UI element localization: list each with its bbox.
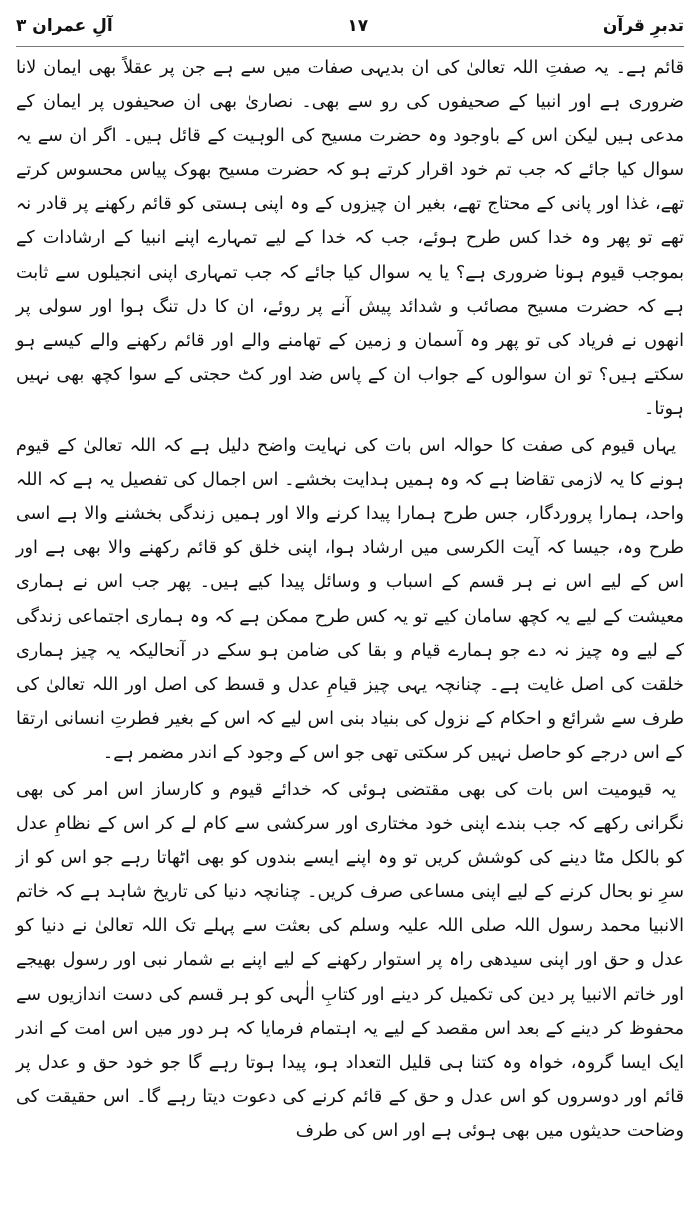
paragraph: قائم ہے۔ یہ صفتِ اللہ تعالیٰ کی ان بدیہی صفات میں سے ہے جن پر عقلاً بھی ایمان لانا ضروری ہے اور انبیا کے صحیفوں کی رو سے بھی۔ نصاریٰ بھی ان صحیفوں پر ایمان کے مدعی ہیں لیکن اس کے باوجود وہ حضرت مسیح کی الوہیت کے قائل ہیں۔ اگر ان سے یہ سوال کیا جائے کہ جب تم خود اقرار کرتے ہو کہ حضرت مسیح بھوک پیاس محسوس کرتے تھے، غذا اور پانی کے محتاج تھے، بغیر ان چیزوں کے وہ اپنی ہستی کو قائم رکھنے پر قادر نہ تھے تو پھر وہ خدا کس طرح ہوئے، جب کہ خدا کے لیے تمہارے اپنے انبیا کے ارشادات کے بموجب قیوم ہونا ضروری ہے؟ یا یہ سوال کیا جائے کہ جب تمہاری اپنی انجیلوں سے ثابت ہے کہ حضرت مسیح مصائب و شدائد پیش آنے پر روئے، ان کا دل تنگ ہوا اور سولی پر انھوں نے فریاد کی تو پھر وہ آسمان و زمین کے تھامنے والے اور قائم رکھنے والے کیسے ہو سکتے ہیں؟ تو ان سوالوں کے جواب ان کے پاس ضد اور کٹ حجتی کے سوا کچھ بھی نہیں ہوتا۔ <box>16 58 684 419</box>
book-title: تدبرِ قرآن <box>602 16 684 36</box>
page-body <box>16 51 684 1148</box>
page-header <box>16 6 684 47</box>
surah-title: آلِ عمران ٣ <box>16 16 113 36</box>
paragraph: یہ قیومیت اس بات کی بھی مقتضی ہوئی کہ خدائے قیوم و کارساز اس امر کی بھی نگرانی رکھے کہ جب بندے اپنی خود مختاری اور سرکشی سے کام لے کر اس کے نظامِ عدل کو بالکل مٹا دینے کی کوشش کریں تو وہ اپنے ایسے بندوں کو بھی اٹھاتا رہے جو اس کو از سرِ نو بحال کرنے کے لیے اپنی مساعی صرف کریں۔ چنانچہ دنیا کی تاریخ شاہد ہے کہ خاتم الانبیا محمد رسول اللہ صلی اللہ علیہ وسلم کی بعثت سے پہلے تک اللہ تعالیٰ نے دنیا کو عدل و حق اور اپنی سیدھی راہ پر استوار رکھنے کے لیے اپنے بے شمار نبی اور رسول بھیجے اور خاتم الانبیا پر دین کی تکمیل کر دینے اور کتابِ الٰہی کو ہر قسم کی دست اندازیوں سے محفوظ کر دینے کے بعد اس مقصد کے لیے یہ اہتمام فرمایا کہ ہر دور میں اس امت کے اندر ایک ایسا گروہ، خواہ وہ کتنا ہی قلیل التعداد ہو، پیدا ہوتا رہے گا جو خود حق و عدل پر قائم اور دوسروں کو اس عدل و حق کے قائم کرنے کی دعوت دیتا رہے گا۔ اس حقیقت کی وضاحت حدیثوں میں بھی ہوئی ہے اور اس کی طرف <box>16 779 684 1141</box>
page-number: ١٧ <box>347 16 369 36</box>
paragraph: یہاں قیوم کی صفت کا حوالہ اس بات کی نہایت واضح دلیل ہے کہ اللہ تعالیٰ کے قیوم ہونے کا یہ لازمی تقاضا ہے کہ وہ ہمیں ہدایت بخشے۔ اس اجمال کی تفصیل یہ ہے کہ اللہ واحد، ہمارا پروردگار، جس طرح ہمارا پیدا کرنے والا اور ہمیں زندگی بخشنے والا ہے اسی طرح وہ، جیسا کہ آیت الکرسی میں ارشاد ہوا، اپنی خلق کو قائم رکھنے والا بھی ہے اور اس کے لیے اس نے ہر قسم کے اسباب و وسائل پیدا کیے ہیں۔ پھر جب اس نے ہماری معیشت کے لیے یہ کچھ سامان کیے تو یہ کس طرح ممکن ہے کہ وہ ہماری اجتماعی زندگی کے لیے وہ چیز نہ دے جو ہمارے قیام و بقا کی ضامن ہو سکے در آنحالیکہ یہ چیز ہماری خلقت کی اصل غایت ہے۔ چنانچہ یہی چیز قیامِ عدل و قسط کی اصل اور اللہ تعالیٰ کی طرف سے شرائع و احکام کے نزول کی بنیاد بنی اس لیے کہ اس کے بغیر فطرتِ انسانی ارتقا کے اس درجے کو حاصل نہیں کر سکتی تھی جو اس کے وجود کے اندر مضمر ہے۔ <box>16 436 684 763</box>
